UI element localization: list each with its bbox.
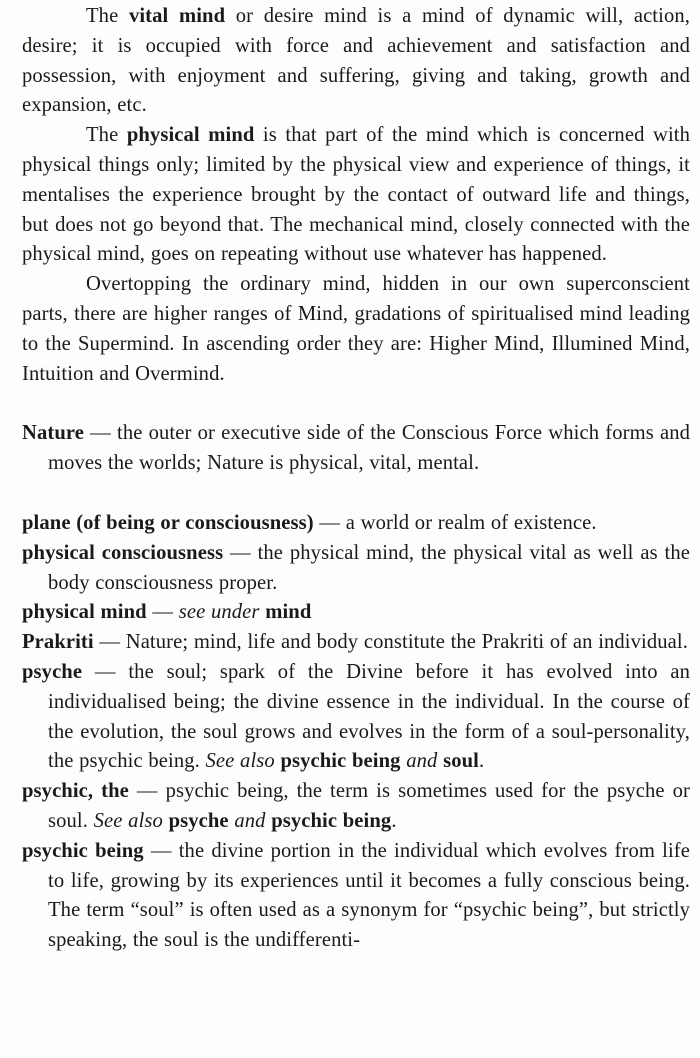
sentence-period: . [391, 809, 397, 832]
entry-psychic-being [22, 837, 690, 956]
headword-nature: Nature [22, 422, 84, 445]
cross-reference-target-2: psychic being [271, 809, 392, 832]
em-dash: — [223, 541, 258, 564]
cross-reference-target-2: soul [443, 750, 479, 773]
paragraph-vital-mind [22, 2, 690, 121]
paragraph-body: or desire mind is a mind of dynamic will, action, desire; it is occupied with force and achievement and satisfaction and possession, with enjoyment and suffering, giving and taking, growth and expansion, etc. [22, 5, 690, 117]
em-dash: — [93, 631, 126, 654]
headword-plane: plane (of being or consciousness) [22, 511, 314, 534]
paragraph-lead: The [86, 5, 129, 27]
entry-psychic-the [22, 777, 690, 837]
cross-reference-label: see under [178, 601, 260, 624]
definition-psychic-the: psychic being, the term is sometimes used for the psyche or soul. [48, 780, 690, 832]
sentence-period: . [478, 750, 485, 773]
term-vital-mind: vital mind [128, 5, 226, 27]
text-column [22, 2, 690, 956]
cross-reference-label: See also [93, 809, 163, 832]
headword-prakriti: Prakriti [22, 631, 94, 654]
term-physical-mind: physical mind [126, 124, 255, 147]
definition-psyche: the soul; spark of the Divine before it has evolved into an individualised being; the divine essence in the individual. In the course of the evolution, the soul grows and evolves in the form of a soul-personality, the psychic being. [48, 660, 690, 773]
headword-psyche: psyche [22, 660, 83, 683]
entry-physical-consciousness [22, 539, 690, 599]
definition-physical-consciousness: the physical mind, the physical vital as well as the body consciousness proper. [48, 541, 690, 594]
paragraph-higher-ranges [22, 270, 690, 389]
cross-reference-conjunction: and [234, 809, 266, 832]
em-dash: — [128, 780, 166, 803]
em-dash: — [146, 601, 179, 624]
definition-prakriti: Nature; mind, life and body constitute the Prakriti of an individual. [125, 631, 688, 654]
paragraph-body: Overtopping the ordinary mind, hidden in our own superconscient parts, there are higher ranges of Mind, gradations of spiritualised mind leading to the Supermind. In ascending order they are: Higher Mind, Illumined Mind, Intuition and Overmind. [22, 273, 690, 385]
headword-psychic-being: psychic being [22, 839, 144, 862]
definition-plane: a world or realm of existence. [345, 511, 597, 534]
em-dash: — [84, 422, 117, 445]
definition-nature: the outer or executive side of the Conscious Force which forms and moves the worlds; Nature is physical, vital, mental. [48, 422, 690, 475]
entry-nature [22, 419, 690, 479]
headword-physical-mind: physical mind [22, 601, 147, 624]
entry-physical-mind [22, 598, 690, 628]
paragraph-body: is that part of the mind which is concerned with physical things only; limited by the physical view and experience of things, it mentalises the experience brought by the contact of outward life and things, but does not go beyond that. The mechanical mind, closely connected with the physical mind, goes on repeating without use whatever has happened. [22, 124, 690, 266]
entry-plane [22, 509, 690, 539]
cross-reference-target-1: psychic being [280, 750, 401, 773]
entry-prakriti [22, 628, 690, 658]
cross-reference-conjunction: and [406, 750, 438, 773]
em-dash: — [143, 839, 179, 862]
em-dash: — [82, 660, 129, 683]
entry-psyche [22, 658, 690, 777]
cross-reference-target-1: psyche [168, 809, 229, 832]
definition-psychic-being: the divine portion in the individual which evolves from life to life, growing by its experiences until it becomes a fully conscious being. The term “soul” is often used as a synonym for “psychic being”, but strictly speaking, the soul is the undifferenti- [48, 839, 690, 952]
paragraph-physical-mind [22, 121, 690, 270]
headword-physical-consciousness: physical consciousness [22, 541, 224, 564]
paragraph-lead: The [86, 124, 127, 147]
cross-reference-target: mind [265, 601, 312, 624]
headword-psychic-the: psychic, the [22, 780, 129, 803]
cross-reference-label: See also [205, 750, 275, 773]
em-dash: — [313, 511, 346, 534]
